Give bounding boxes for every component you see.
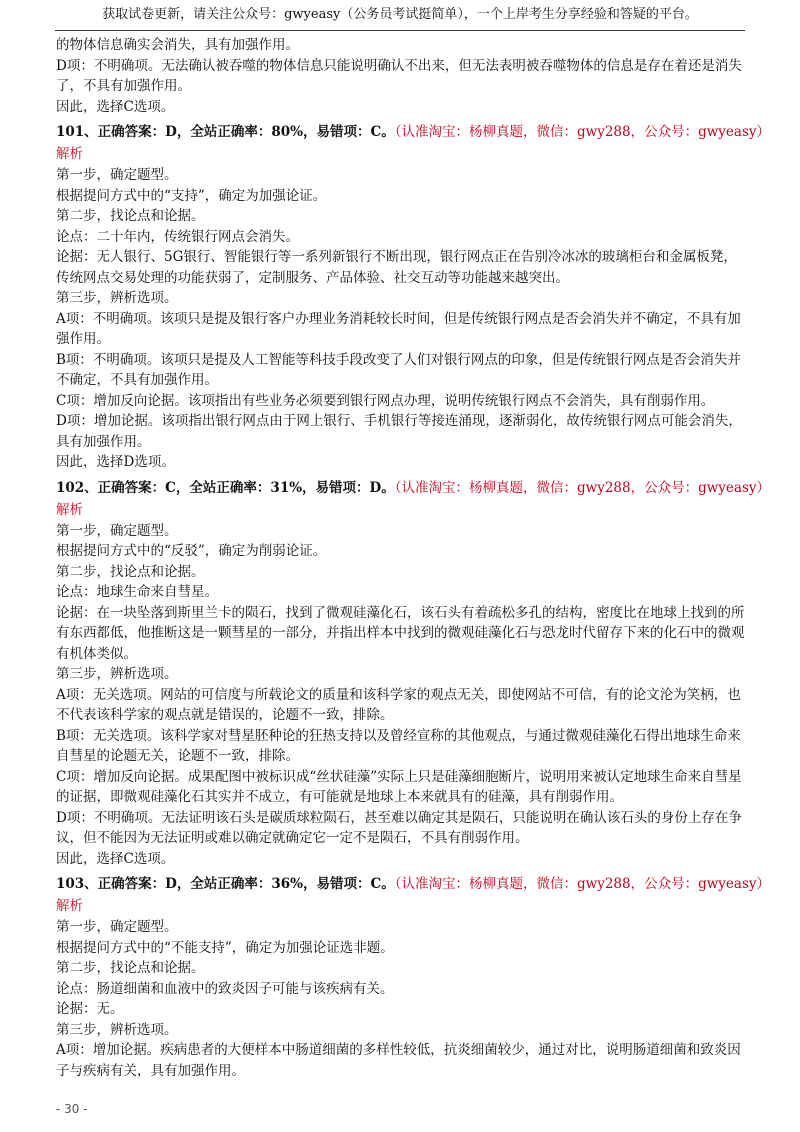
analysis-line: 第三步，辨析选项。 [56, 666, 178, 682]
analysis-label: 解析 [56, 898, 83, 914]
analysis-line: 论据：在一块坠落到斯里兰卡的陨石，找到了微观硅藻化石，该石头有着疏松多孔的结构，密度比在地球上找到的所有东西都低，他推断这是一颗彗星的一部分，并指出样本中找到的微观硅藻化石与恐龙时代留存下来的化石中的微观有机体类似。 [56, 604, 745, 662]
analysis-line: D项：不明确项。无法证明该石头是碳质球粒陨石，甚至难以确定其是陨石，只能说明在确认该石头的身份上存在争议，但不能因为无法证明或难以确定就确定它一定不是陨石，不具有削弱作用。 [56, 809, 742, 846]
analysis-line: D项：增加论据。该项指出银行网点由于网上银行、手机银行等接连涌现，逐渐弱化，故传统银行网点可能会消失，具有加强作用。 [56, 413, 742, 450]
analysis-line: 根据提问方式中的“反驳”，确定为削弱论证。 [56, 543, 327, 559]
page-header: 获取试卷更新，请关注公众号：gwyeasy（公务员考试挺简单），一个上岸考生分享经验和答疑的平台。 [102, 7, 698, 22]
analysis-line: 第三步，辨析选项。 [56, 1021, 178, 1038]
answer-header [56, 873, 771, 895]
intro-line: 的物体信息确实会消失，具有加强作用。 [56, 37, 299, 53]
intro-line: 因此，选择C选项。 [56, 98, 175, 115]
analysis-line: A项：不明确项。该项只是提及银行客户办理业务消耗较长时间，但是传统银行网点是否会消失并不确定，不具有加强作用。 [56, 310, 741, 347]
analysis-line: 论据：无。 [56, 1001, 124, 1017]
analysis-line: 论点：二十年内，传统银行网点会消失。 [56, 228, 299, 245]
answer-header [56, 121, 771, 143]
analysis-line: C项：增加反向论据。成果配图中被标识成“丝状硅藻”实际上只是硅藻细胞断片，说明用来被认定地球生命来自彗星的证据，即微观硅藻化石其实并不成立，有可能就是地球上本来就具有的硅藻，具有削弱作用。 [56, 768, 742, 805]
page-content [56, 35, 771, 1081]
analysis-line: 根据提问方式中的“支持”，确定为加强论证。 [56, 187, 327, 204]
analysis-line: 论据：无人银行、5G银行、智能银行等一系列新银行不断出现，银行网点正在告别冷冰冰的玻璃柜台和金属板凳，传统网点交易处理的功能获弱了，定制服务、产品体验、社交互动等功能越来越突出。 [56, 249, 737, 286]
analysis-line: B项：无关选项。该科学家对彗星胚种论的狂热支持以及曾经宣称的其他观点，与通过微观硅藻化石得出地球生命来自彗星的论题无关，论题不一致，排除。 [56, 727, 741, 764]
header-divider [55, 30, 745, 31]
analysis-line: 论点：肠道细菌和血液中的致炎因子可能与该疾病有关。 [56, 980, 394, 997]
analysis-line: C项：增加反向论据。该项指出有些业务必须要到银行网点办理，说明传统银行网点不会消失，具有削弱作用。 [56, 392, 715, 409]
analysis-line: 第二步，找论点和论据。 [56, 208, 205, 224]
analysis-line: 第一步，确定题型。 [56, 522, 178, 539]
answer-header [56, 477, 771, 499]
source-note: （认准淘宝：杨柳真题，微信：gwy288，公众号：gwyeasy） [394, 479, 771, 496]
page-number: - 30 - [56, 1102, 88, 1116]
analysis-line: 第三步，辨析选项。 [56, 290, 178, 306]
analysis-line: 第二步，找论点和论据。 [56, 563, 205, 580]
question-101 [56, 121, 771, 473]
question-103 [56, 873, 771, 1081]
source-note: （认准淘宝：杨柳真题，微信：gwy288，公众号：gwyeasy） [394, 876, 771, 892]
source-note: （认准淘宝：杨柳真题，微信：gwy288，公众号：gwyeasy） [394, 124, 771, 140]
analysis-line: 第一步，确定题型。 [56, 919, 178, 935]
analysis-line: 根据提问方式中的“不能支持”，确定为加强论证选非题。 [56, 939, 394, 956]
analysis-line: 第一步，确定题型。 [56, 167, 178, 183]
intro-section [56, 35, 746, 117]
analysis-line: A项：增加论据。疾病患者的大便样本中肠道细菌的多样性较低，抗炎细菌较少，通过对比，说明肠道细菌和致炎因子与疾病有关，具有加强作用。 [56, 1042, 741, 1079]
analysis-line: B项：不明确项。该项只是提及人工智能等科技手段改变了人们对银行网点的印象，但是传统银行网点是否会消失并不确定，不具有加强作用。 [56, 351, 741, 388]
analysis-line: 因此，选择D选项。 [56, 454, 175, 470]
analysis-line: 论点：地球生命来自彗星。 [56, 584, 218, 600]
analysis-label: 解析 [56, 501, 83, 518]
analysis-line: 第二步，找论点和论据。 [56, 960, 205, 976]
answer-summary: 101、正确答案：D，全站正确率：80%，易错项：C。 [56, 124, 395, 140]
question-102 [56, 477, 771, 870]
answer-summary: 103、正确答案：D，全站正确率：36%，易错项：C。 [56, 876, 395, 892]
analysis-line: 因此，选择C选项。 [56, 850, 175, 867]
intro-line: D项：不明确项。无法确认被吞噬的物体信息只能说明确认不出来，但无法表明被吞噬物体的信息是存在着还是消失了，不具有加强作用。 [56, 57, 742, 94]
analysis-label: 解析 [56, 146, 83, 162]
answer-summary: 102、正确答案：C，全站正确率：31%，易错项：D。 [56, 479, 395, 496]
analysis-line: A项：无关选项。网站的可信度与所载论文的质量和该科学家的观点无关，即使网站不可信，有的论文沦为笑柄，也不代表该科学家的观点就是错误的，论题不一致，排除。 [56, 686, 741, 723]
